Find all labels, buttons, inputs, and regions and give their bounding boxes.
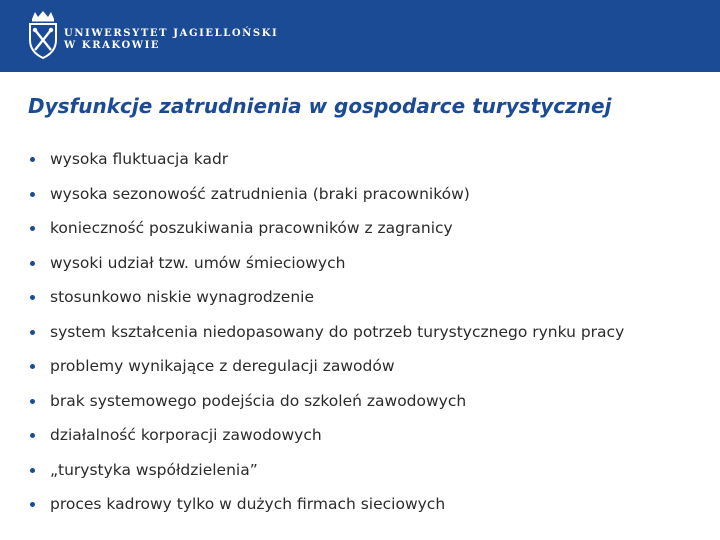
bullet-item <box>28 319 708 354</box>
bullet-text: wysoki udział tzw. umów śmieciowych <box>50 253 346 272</box>
bullet-item <box>28 491 708 526</box>
university-name-line2: W KRAKOWIE <box>64 40 161 51</box>
bullet-item <box>28 146 708 181</box>
bullet-dot-icon <box>30 399 35 404</box>
bullet-dot-icon <box>30 330 35 335</box>
university-name-line1: UNIWERSYTET JAGIELLOŃSKI <box>64 28 279 39</box>
bullet-dot-icon <box>30 364 35 369</box>
bullet-text: „turystyka współdzielenia” <box>50 460 258 479</box>
bullet-item <box>28 457 708 492</box>
bullet-text: system kształcenia niedopasowany do potrzeb turystycznego rynku pracy <box>50 322 625 341</box>
bullet-dot-icon <box>30 468 35 473</box>
bullet-item <box>28 388 708 423</box>
bullet-dot-icon <box>30 261 35 266</box>
bullet-text: brak systemowego podejścia do szkoleń zawodowych <box>50 391 467 410</box>
bullet-text: problemy wynikające z deregulacji zawodów <box>50 357 395 375</box>
bullet-item <box>28 250 708 285</box>
crest-icon <box>26 10 60 60</box>
bullet-list <box>28 146 708 526</box>
slide-title: Dysfunkcje zatrudnienia w gospodarce turystycznej <box>28 94 612 118</box>
bullet-dot-icon <box>30 192 35 197</box>
bullet-item <box>28 353 708 388</box>
bullet-dot-icon <box>30 157 35 162</box>
bullet-text: proces kadrowy tylko w dużych firmach sieciowych <box>50 495 446 513</box>
bullet-dot-icon <box>30 433 35 438</box>
slide-header <box>0 0 720 72</box>
bullet-text: działalność korporacji zawodowych <box>50 426 322 444</box>
bullet-item <box>28 284 708 319</box>
bullet-dot-icon <box>30 226 35 231</box>
bullet-text: wysoka fluktuacja kadr <box>50 150 229 168</box>
bullet-text: wysoka sezonowość zatrudnienia (braki pracowników) <box>50 184 470 203</box>
bullet-text: stosunkowo niskie wynagrodzenie <box>50 288 315 306</box>
bullet-dot-icon <box>30 502 35 507</box>
bullet-item <box>28 181 708 216</box>
bullet-text: konieczność poszukiwania pracowników z zagranicy <box>50 219 453 237</box>
bullet-item <box>28 422 708 457</box>
university-name <box>64 28 278 52</box>
bullet-dot-icon <box>30 295 35 300</box>
bullet-item <box>28 215 708 250</box>
